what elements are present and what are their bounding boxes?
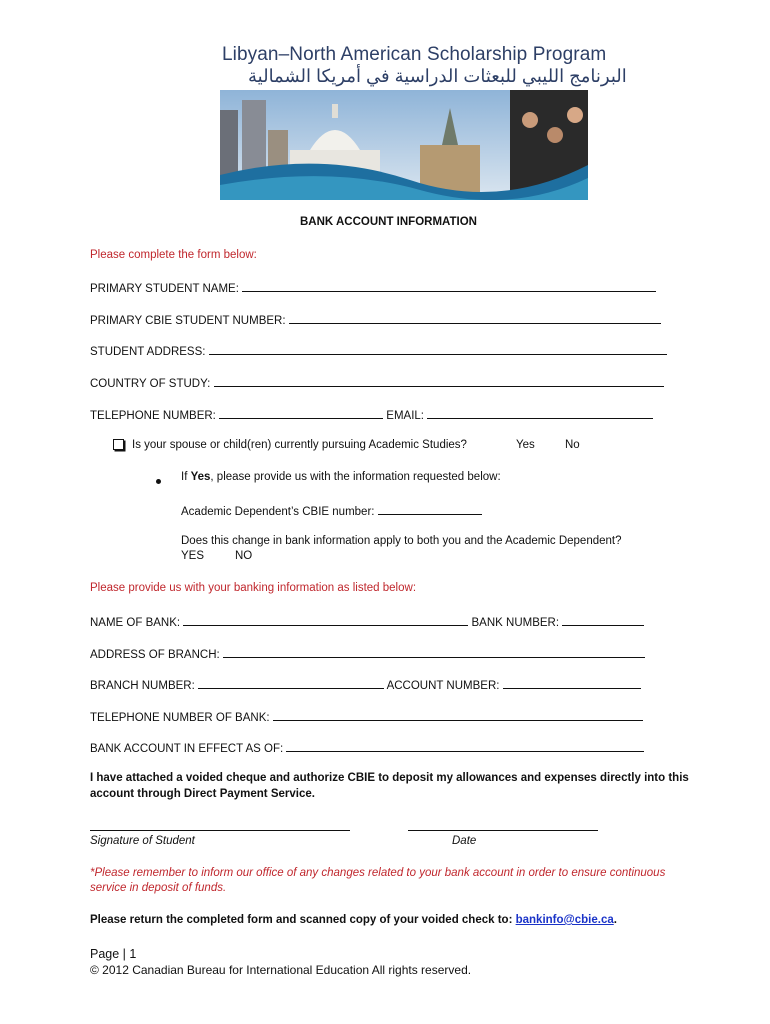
authorization-line1: I have attached a voided cheque and authorize CBIE to deposit my allowances and expenses directly into this (90, 772, 689, 784)
student-address-field[interactable] (209, 343, 667, 355)
form-heading: BANK ACCOUNT INFORMATION (300, 216, 477, 228)
reminder-line2: service in deposit of funds. (90, 882, 227, 894)
banner-image (220, 90, 588, 200)
primary-cbie-number-field[interactable] (289, 312, 661, 324)
email-label: EMAIL: (386, 410, 425, 422)
change-yes-option[interactable]: YES (181, 550, 205, 562)
account-in-effect-field[interactable] (286, 740, 644, 752)
checkbox-icon[interactable] (113, 439, 124, 450)
spouse-question: Is your spouse or child(ren) currently pursuing Academic Studies? (132, 439, 467, 451)
logo-title: Libyan–North American Scholarship Program (222, 44, 607, 65)
address-of-branch-label: ADDRESS OF BRANCH: (90, 649, 220, 661)
date-field[interactable] (408, 820, 598, 831)
bank-number-label: BANK NUMBER: (471, 617, 560, 629)
return-email-link[interactable]: bankinfo@cbie.ca (515, 914, 614, 926)
telephone-number-label: TELEPHONE NUMBER: (90, 410, 216, 422)
primary-student-name-field[interactable] (242, 280, 656, 292)
date-label: Date (452, 835, 477, 847)
name-of-bank-field[interactable] (183, 614, 468, 626)
if-yes-instruction: If Yes, please provide us with the information requested below: (181, 471, 501, 483)
form-intro: Please complete the form below: (90, 249, 257, 261)
authorization-line2: account through Direct Payment Service. (90, 788, 315, 800)
dependent-cbie-field[interactable] (378, 503, 482, 515)
account-number-field[interactable] (503, 677, 641, 689)
spouse-no-option[interactable]: No (565, 439, 580, 451)
change-question: Does this change in bank information apply to both you and the Academic Dependent? (181, 535, 622, 547)
return-instruction: Please return the completed form and scanned copy of your voided check to: bankinfo@cbie.ca. (90, 914, 617, 926)
name-of-bank-label: NAME OF BANK: (90, 617, 181, 629)
account-in-effect-label: BANK ACCOUNT IN EFFECT AS OF: (90, 743, 284, 755)
banking-intro: Please provide us with your banking information as listed below: (90, 582, 417, 594)
telephone-number-field[interactable] (219, 407, 383, 419)
bullet-icon (156, 479, 161, 484)
branch-number-field[interactable] (198, 677, 384, 689)
email-field[interactable] (427, 407, 653, 419)
signature-field[interactable] (90, 820, 350, 831)
logo-arabic-title: البرنامج الليبي للبعثات الدراسية في أمريكا الشمالية (248, 66, 627, 86)
spouse-yes-option[interactable]: Yes (516, 439, 535, 451)
branch-number-label: BRANCH NUMBER: (90, 680, 195, 692)
bank-number-field[interactable] (562, 614, 644, 626)
address-of-branch-field[interactable] (223, 646, 645, 658)
student-address-label: STUDENT ADDRESS: (90, 346, 206, 358)
page-number: Page | 1 (90, 947, 137, 961)
account-number-label: ACCOUNT NUMBER: (386, 680, 500, 692)
reminder-line1: *Please remember to inform our office of any changes related to your bank account in order to ensure continuous (90, 867, 666, 879)
telephone-of-bank-field[interactable] (273, 709, 643, 721)
primary-cbie-number-label: PRIMARY CBIE STUDENT NUMBER: (90, 315, 286, 327)
country-of-study-field[interactable] (214, 375, 664, 387)
dependent-cbie-label: Academic Dependent’s CBIE number: (181, 506, 375, 518)
signature-label: Signature of Student (90, 835, 195, 847)
telephone-of-bank-label: TELEPHONE NUMBER OF BANK: (90, 712, 270, 724)
primary-student-name-label: PRIMARY STUDENT NAME: (90, 283, 239, 295)
change-no-option[interactable]: NO (235, 550, 253, 562)
copyright: © 2012 Canadian Bureau for International Education All rights reserved. (90, 963, 472, 977)
country-of-study-label: COUNTRY OF STUDY: (90, 378, 211, 390)
